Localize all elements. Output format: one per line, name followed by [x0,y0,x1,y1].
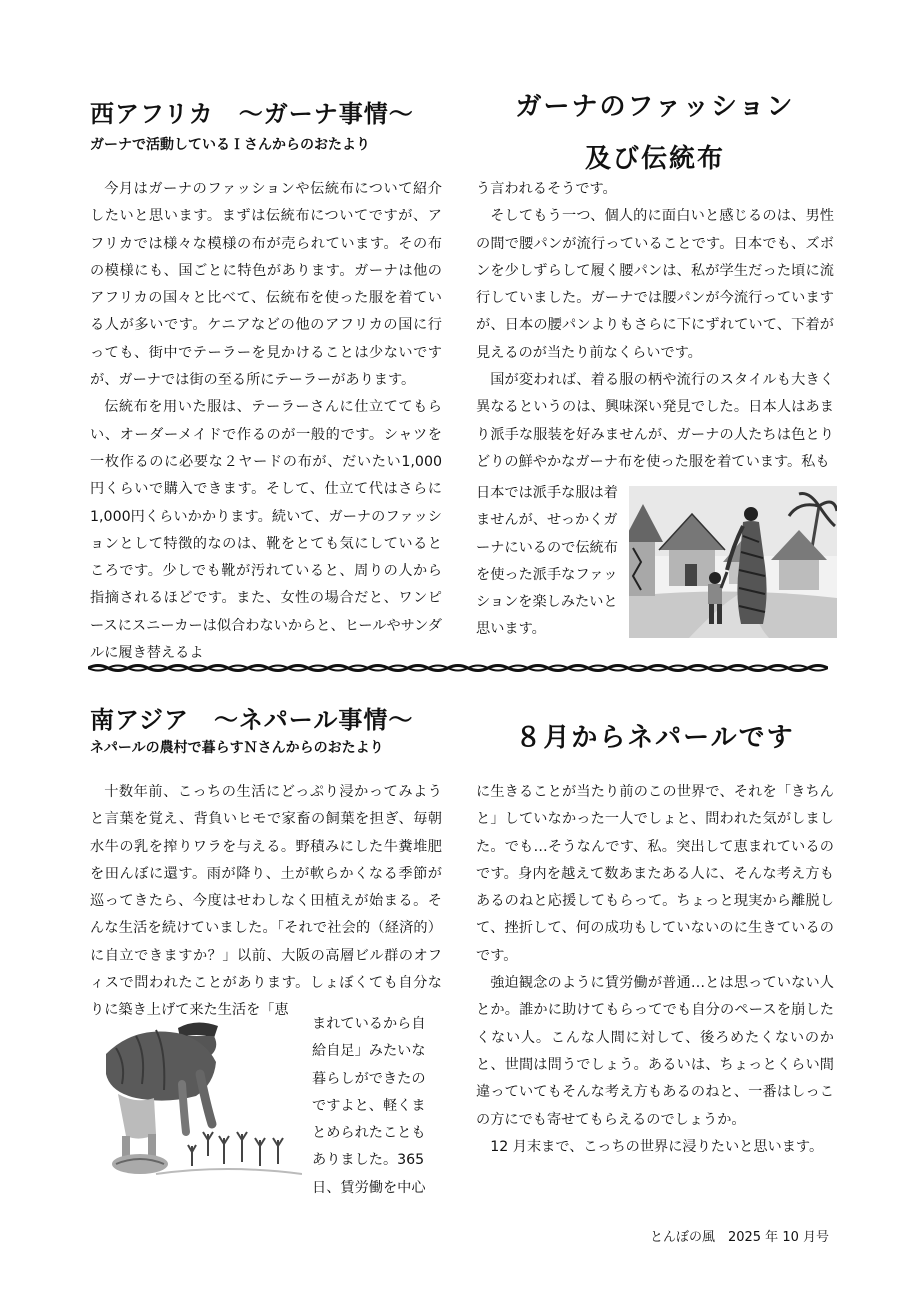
nepal-heading: ８月からネパールです [515,723,795,753]
text-line: ションを楽しみたいと [476,594,618,611]
nepal-section-title: 南アジア ～ネパール事情～ [90,706,414,734]
ghana-heading-line2: 及び伝統布 [584,144,725,174]
ghana-section-title: 西アフリカ ～ガーナ事情～ [90,100,414,128]
nepal-column-1-wrap-text [312,1011,444,1202]
paragraph: う言われるそうです。 [476,181,617,197]
footer-issue-label: とんぼの風 2025 年 10 月号 [649,1230,829,1245]
text-line: ありました。365 [312,1152,425,1169]
ghana-column-2-wrap-text [476,480,626,644]
section-divider [88,660,828,676]
text-line: とめられたことも [312,1125,426,1142]
paragraph: 国が変われば、着る服の柄や流行のスタイルも大きく異なるというのは、興味深い発見でした。日本人はあまり派手な服装を好みませんが、ガーナの人たちは色とりどりの鮮やかなガーナ布を使った服を着ています。私も [476,372,834,470]
text-line: 給自足」みたいな [312,1043,426,1060]
ghana-section-subtitle: ガーナで活動しているＩさんからのおたより [90,137,370,153]
paragraph: 強迫観念のように賃労働が普通…とは思っていない人とか。誰かに助けてもらってでも自分のペースを崩したくない人。こんな人間に対して、後ろめたくないのかと、世間は問うでしょう。あるいは、ちょっとくらい間違っていてもそんな考え方もあるのねと、一番はしっこの方にでも寄せてもらえるのでしょうか。 [476,975,834,1128]
text-line: ですよと、軽くま [312,1097,426,1114]
text-line: 日本では派手な服は着 [476,485,618,501]
text-line: 暮らしができたの [312,1070,426,1087]
text-line: ーナにいるので伝統布 [476,539,618,556]
text-line: 日、賃労働を中心 [312,1179,426,1196]
paragraph: 十数年前、こっちの生活にどっぷり浸かってみようと言葉を覚え、背負いヒモで家畜の飼葉を担ぎ、毎朝水牛の乳を搾りワラを与える。野積みにした牛糞堆肥を田んぼに還す。雨が降り、土が軟らかくなる季節が巡ってきたら、今度はせわしなく田植えが始まる。そんな生活を続けていました。「それで社会的（経済的）に自立できますか？」以前、大阪の高層ビル群のオフィスで問われたことがあります。しょぼくても自分なりに築き上げて来た生活を「恵 [90,784,442,1019]
ghana-column-2 [476,176,834,476]
paragraph: 伝統布を用いた服は、テーラーさんに仕立ててもらい、オーダーメイドで作るのが一般的です。シャツを一枚作るのに必要な２ヤードの布が、だいたい1,000円くらいで購入できます。そして、仕立て代はさらに1,000円くらいかかります。続いて、ガーナのファッションとして特徴的なのは、靴をとても気にしているところです。少しでも靴が汚れていると、周りの人から指摘されるほどです。また、女性の場合だと、ワンピースにスニーカーは似合わないからと、ヒールやサンダルに履き替えるよ [90,399,442,662]
ghana-heading-line1: ガーナのファッション [515,92,795,122]
paragraph: に生きることが当たり前のこの世界で、それを「きちんと」していなかった一人でしょと、問われた気がしました。でも…そうなんです、私。突出して恵まれているのです。身内を越えて数あまたある人に、そんな考え方もあるのねと応援してもらって。ちょっと現実から離脱して、挫折して、何の成功もしていないのに生きているのです。 [476,784,834,964]
paragraph: そしてもう一つ、個人的に面白いと感じるのは、男性の間で腰パンが流行っていることです。日本でも、ズボンを少しずらして履く腰パンは、私が学生だった頃に流行していました。ガーナでは腰パンが今流行っていますが、日本の腰パンよりもさらに下にずれていて、下着が見えるのが当たり前なくらいです。 [476,208,834,361]
paragraph: 今月はガーナのファッションや伝統布について紹介したいと思います。まずは伝統布についてですが、アフリカでは様々な模様の布が売られています。その布の模様にも、国ごとに特色があります。ガーナは他のアフリカの国々と比べて、伝統布を使った服を着ている人が多いです。ケニアなどの他のアフリカの国に行っても、街中でテーラーを見かけることは少ないですが、ガーナでは街の至る所にテーラーがあります。 [90,181,442,389]
paragraph: 12 月末まで、こっちの世界に浸りたいと思います。 [490,1138,824,1155]
rice-planting-illustration [96,1014,302,1184]
text-line: まれているから自 [312,1016,426,1032]
nepal-column-1 [90,779,442,1025]
ghana-column-1 [90,176,442,667]
text-line: ませんが、せっかくガ [476,512,618,529]
text-line: 思います。 [476,621,546,638]
ghana-village-illustration [629,486,837,638]
nepal-section-subtitle: ネパールの農村で暮らすＮさんからのおたより [90,740,384,756]
text-line: を使った派手なファッ [476,566,618,583]
nepal-column-2 [476,779,834,1161]
